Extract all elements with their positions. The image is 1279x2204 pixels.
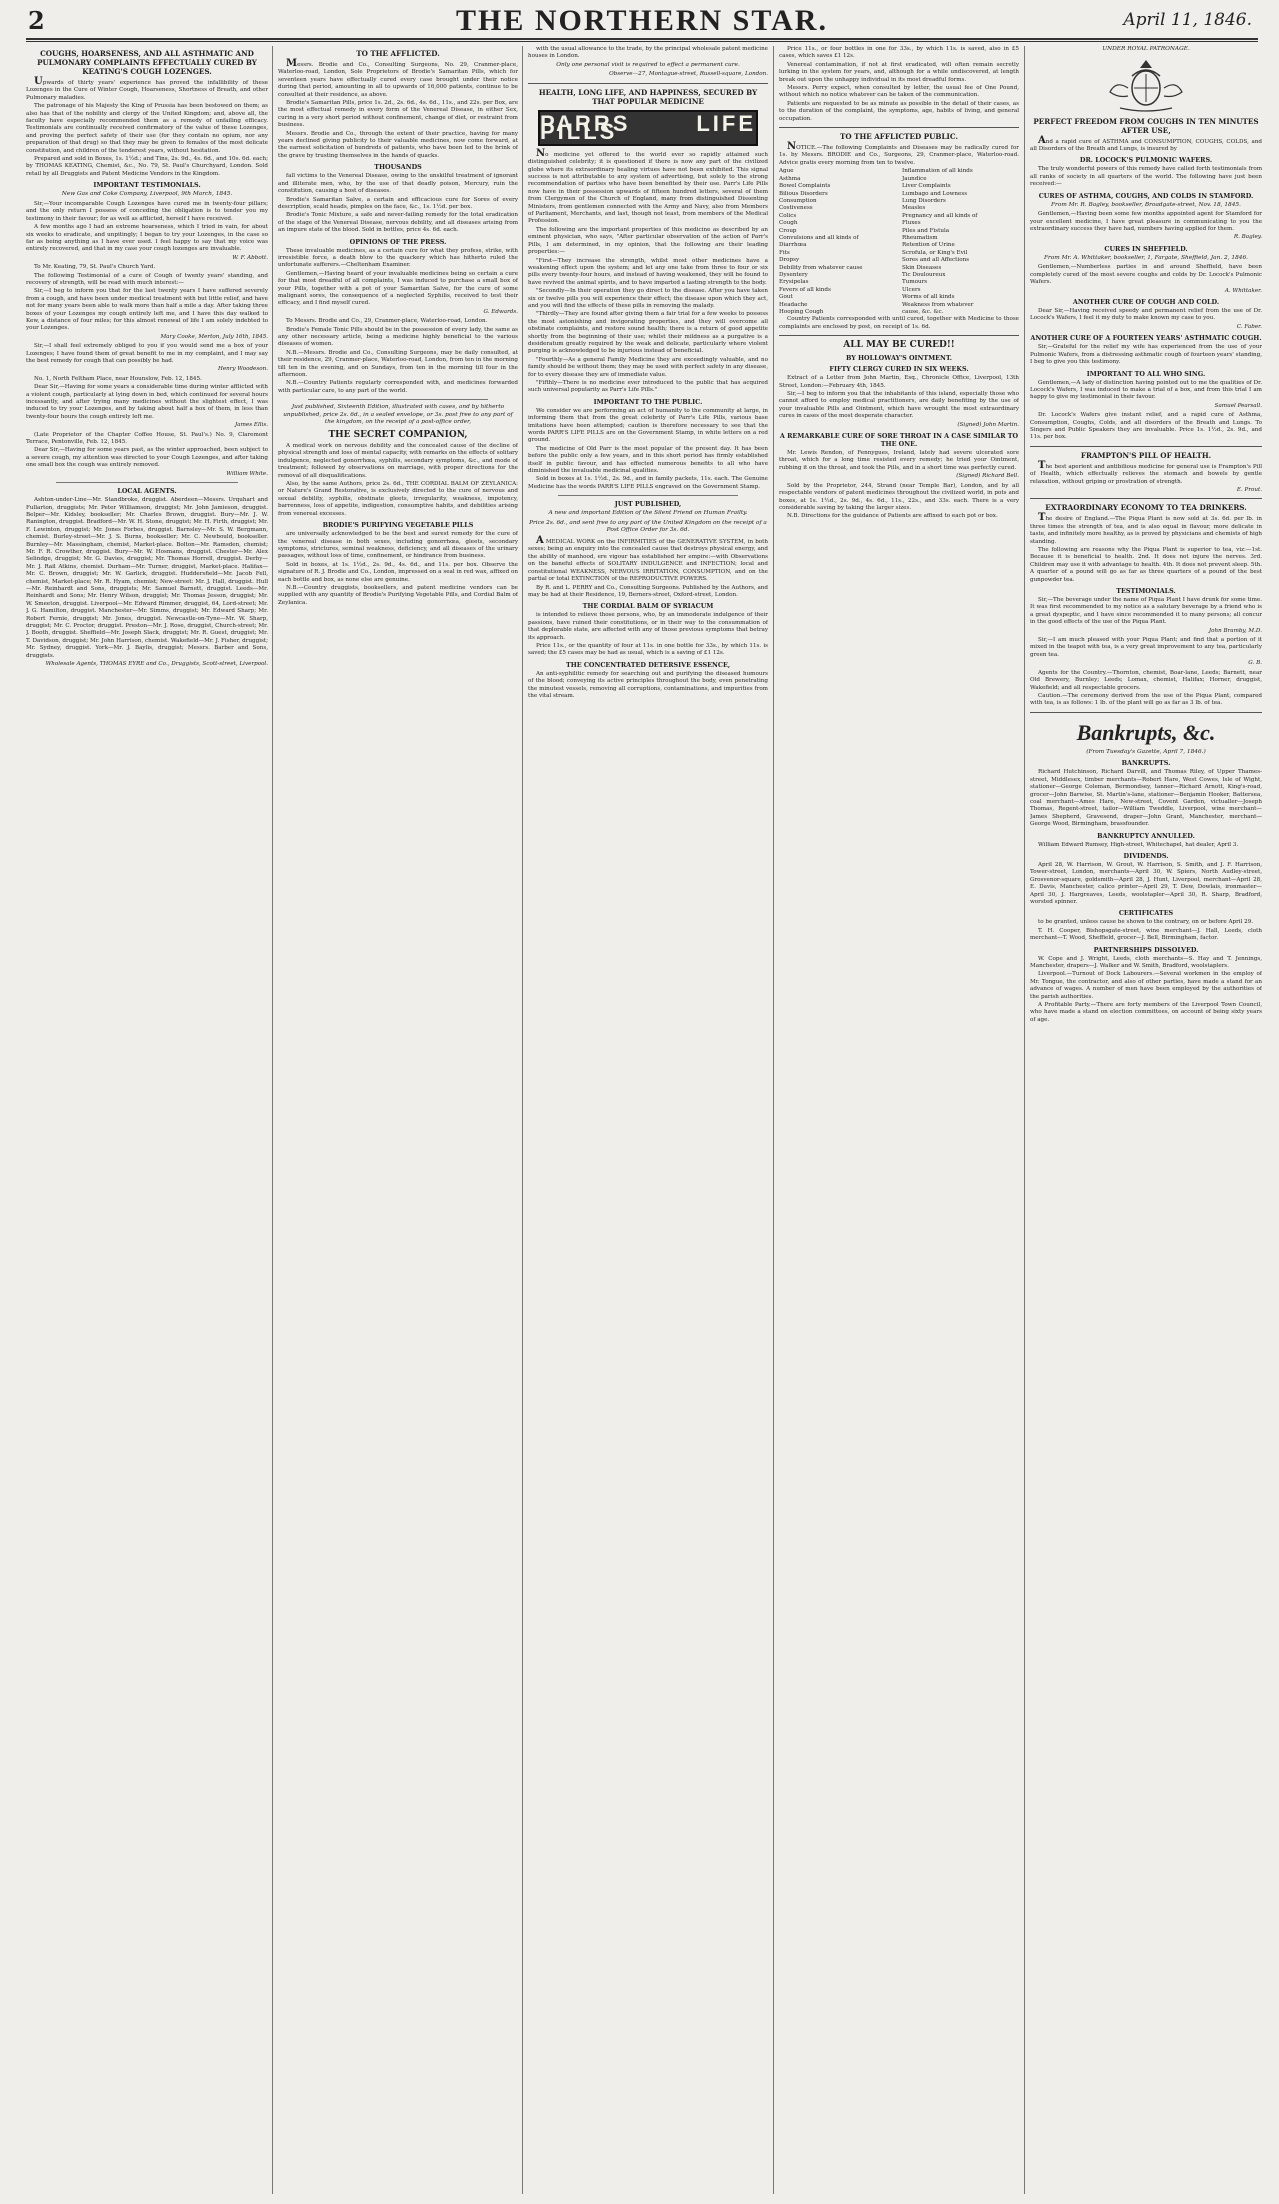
paragraph: NOTICE.—The following Complaints and Diseases may be radically cured for 1s. by Messrs. BRODIE and Co., Surgeons, 29, Cranmer-place, Waterloo-road. Advice gratis every morning from ten to twelve. — [779, 141, 1019, 166]
separator — [528, 83, 768, 84]
paragraph: Country Patients corresponded with until cured, together with Medicine to those complaints are enclosed by post, on receipt of 1s. 6d. — [779, 316, 1019, 330]
paragraph: The following Testimonial of a cure of Cough of twenty years' standing, and recovery of strength, will be read with much interest:— — [26, 272, 268, 286]
paragraph: The following are reasons why the Piqua Plant is superior to tea, viz:—1st. Because it is beneficial to health. 2nd. It does not injure the nerves. 3rd. Children may use it with advantage to health. 4th. It does not prevent sleep. 5th. A quarter of a pound will go as far as three quarters of a pound of the best gunpowder tea. — [1030, 547, 1262, 583]
paragraph: with the usual allowance to the trade, by the principal wholesale patent medicine houses in London. — [528, 46, 768, 60]
signature: James Ellis. — [235, 422, 268, 429]
section-heading: ANOTHER CURE OF A FOURTEEN YEARS' ASTHMATIC COUGH. — [1030, 334, 1262, 343]
newspaper-title: THE NORTHERN STAR. — [456, 4, 828, 37]
signature: G. Edwards. — [483, 308, 518, 315]
paragraph: Sold by the Proprietor, 244, Strand (near Temple Bar), London, and by all respectable vendors of patent medicines throughout the civilized world, in pots and boxes, at 1s. 1½d., 2s. 9d., 4s. 6d., 11s., 22s., and 33s. each. There is a very considerable saving by taking the larger sizes. — [779, 482, 1019, 511]
paragraph: The truly wonderful powers of this remedy have called forth testimonials from all ranks of society in all quarters of the world. The following have just been received:— — [1030, 166, 1262, 188]
complaint-item: cause, &c. &c. — [902, 309, 944, 315]
paragraph: Brodie's Samaritan Salve, a certain and efficacious cure for Sores of every description, scald heads, pimples on the face, &c., 1s. 1½d. per box. — [278, 196, 518, 210]
royal-crest-icon — [1100, 58, 1192, 114]
signature: G. B. — [1248, 660, 1262, 667]
complaint-item: Convulsions and all kinds of — [779, 234, 859, 241]
section-heading: PARTNERSHIPS DISSOLVED. — [1093, 945, 1199, 954]
complaint-item: Dysentery — [779, 271, 808, 278]
complaint-item: Fits — [779, 249, 790, 256]
complaint-item: Fluxes — [902, 220, 921, 227]
paragraph: W. Cope and J. Wright, Leeds, cloth merchants—S. Hay and T. Jennings, Manchester, drapers—J. Walker and W. Smith, Bradford, woolstaplers. — [1030, 955, 1262, 970]
section-heading: THE CONCENTRATED DETERSIVE ESSENCE, — [565, 660, 731, 669]
paragraph: No medicine yet offered to the world ever so rapidly attained such distinguished celebrity; it is questioned if there is now any part of the civilized globe where its extraordinary healing virtues have not been exhibited. This signal success is not attributable to any system of advertising, but solely to the strong recommendation of parties who have been benefited by their use. Parr's Life Pills now have in their possession upwards of fifteen hundred letters, several of them from Clergymen of the Church of England, many from distinguished Dissenting Ministers, from gentlemen connected with the Army and Navy, also from Members of Parliament, Merchants, and last, though not least, from members of the Medical Profession. — [528, 147, 768, 225]
paragraph: Gentlemen,—A lady of distinction having pointed out to me the qualities of Dr. Locock's Wafers, I was induced to make a trial of a box, and from this trial I am happy to give my testimonial in their favour. — [1030, 379, 1262, 401]
complaint-item: Scrofula, or King's Evil — [902, 249, 968, 256]
section-heading: IMPORTANT TESTIMONIALS. — [93, 181, 201, 190]
section-heading: BY HOLLOWAY'S OINTMENT. — [845, 354, 953, 363]
subheading: Price 2s. 6d., and sent free to any part of the United Kingdom on the receipt of a Post Office Order for 3s. 6d. — [529, 519, 767, 534]
signature: Henry Woodeson. — [217, 366, 268, 373]
paragraph: We consider we are performing an act of humanity to the community at large, in informing them that from the great celebrity of Parr's Life Pills, various base imitations have been attempted; caution is therefore necessary to see that the words PARR'S LIFE PILLS are on the Government Stamp, in white letters on a red ground. — [528, 407, 768, 444]
paragraph: "Fifthly—There is no medicine ever introduced to the public that has acquired such universal popularity as Parr's Life Pills." — [528, 380, 768, 394]
paragraph: To Messrs. Brodie and Co., 29, Cranmer-place, Waterloo-road, London. — [286, 318, 488, 325]
paragraph: The following are the important properties of this medicine as described by an eminent physician, who says, "After particular observation of the action of Parr's Pills, I am determined, in my opinion, that the following are their leading properties:— — [528, 226, 768, 256]
paragraph: Prepared and sold in Boxes, 1s. 1½d.; and Tins, 2s. 9d., 4s. 6d., and 10s. 6d. each; by THOMAS KEATING, Chemist, &c., No. 79, St. Paul's Churchyard, London. Sold retail by all Druggists and Patent Medicine Vendors in the Kingdom. — [26, 156, 268, 177]
column-divider — [522, 46, 523, 2194]
paragraph: An anti-syphilitic remedy for searching out and purifying the diseased humours of the blood; conveying its active principles throughout the body, even penetrating the minutest vessels, removing all corruptions, contaminations, and impurities from the vital stream. — [528, 670, 768, 699]
paragraph: Extract of a Letter from John Martin, Esq., Chronicle Office, Liverpool, 13th Street, London:—February 4th, 1845. — [779, 375, 1019, 389]
page-number: 2 — [28, 6, 45, 35]
section-heading: THOUSANDS — [374, 163, 422, 172]
subheading: Only one personal visit is required to effect a permanent cure. — [556, 61, 740, 68]
subheading: A new and important Edition of the Silent Friend on Human Frailty. — [548, 510, 748, 517]
paragraph: Gentlemen,—Numberless parties in and around Sheffield, have been completely cured of the most severe coughs and colds by Dr. Locock's Pulmonic Wafers. — [1030, 264, 1262, 286]
signature: C. Faber. — [1236, 323, 1262, 330]
paragraph: No. 1, North Feltham Place, near Hounslow, Feb. 12, 1845. — [34, 375, 202, 382]
complaint-item: Worms of all kinds — [902, 294, 955, 301]
column-4 — [779, 46, 1019, 2196]
complaint-item: Rheumatism — [902, 234, 938, 241]
section-heading: FIFTY CLERGY CURED IN SIX WEEKS. — [829, 365, 969, 374]
paragraph: The medicine of Old Parr is the most popular of the present day. It has been before the public only a few years, and in this short period has firmly established itself in public favour, and has effected numerous benefits to all who have diminished the invaluable medicinal qualities. — [528, 445, 768, 475]
section-heading: OPINIONS OF THE PRESS. — [349, 237, 447, 246]
section-heading: BANKRUPTS. — [1121, 759, 1171, 768]
paragraph: A medical work on nervous debility and the concealed cause of the decline of physical strength and loss of mental capacity, with remarks on the effects of solitary indulgence, neglected gonorrhœa, syphilis, secondary symptoms, &c., and mode of treatment; followed by observations on marriage, with proper directions for the removal of all disqualifications. — [278, 443, 518, 479]
complaint-item: Jaundice — [902, 175, 927, 182]
complaint-item: Retention of Urine — [902, 242, 955, 249]
complaint-item: Costiveness — [779, 205, 813, 212]
paragraph: Brodie's Tonic Mixture, a safe and never-failing remedy for the total eradication of the stage of the Venereal Disease, nervous debility, and all diseases arising from an impure state of the blood. Sold in bottles, price 4s. 6d. each. — [278, 212, 518, 234]
paragraph: Dear Sir,—Having for some years a considerable time during winter afflicted with a violent cough, particularly at lying down in bed, which continued for several hours incessantly, and after trying many medicines without the slightest effect, I was induced to try your Lozenges, and by taking about half a box of them, in less than twenty-four hours the cough entirely left me. — [26, 384, 268, 420]
paragraph: Sir,—I am much pleased with your Piqua Plant; and find that a portion of it mixed in the teapot with tea, is a very great improvement to any tea, particularly green tea. — [1030, 637, 1262, 658]
separator — [558, 495, 738, 496]
ad-heading-parrs: HEALTH, LONG LIFE, AND HAPPINESS, SECURED BY THAT POPULAR MEDICINE — [538, 87, 758, 106]
paragraph: Gentlemen,—Having heard of your invaluable medicines being so certain a cure for that most dreadful of all complaints, I was induced to purchase a small box of your Pills, together with a pot of your Samaritan Salve, for the cure of some malignant sores, the consequence of a neglected Syphilis, received to test their efficacy, and I find myself cured. — [278, 270, 518, 307]
complaint-item: Ague — [779, 168, 794, 175]
section-heading: ANOTHER CURE OF COUGH AND COLD. — [1072, 298, 1220, 307]
subheading: (From Tuesday's Gazette, April 7, 1846.) — [1086, 748, 1206, 755]
complaint-item: Hooping Cough — [779, 309, 824, 315]
paragraph: These invaluable medicines, as a certain cure for what they profess, strike, with irresistible force, a death blow to the quackery which has hitherto ruled the unfortunate sufferers.—Cheltenham Examiner. — [278, 247, 518, 269]
paragraph: Richard Hutchinson, Richard Darvill, and Thomas Riley, of Upper Thames-street, Middlesex, timber merchants—Robert Hare, West Cowes, Isle of Wight, stationer—George Coleman, Bermondsey, tanner—Richard Arnott, King's-road, grocer—John Barwise, St. Martin's-lane, stationer—Benjamin Hooker, Battersea, coal merchant—Ames Hare, New-street, Covent Garden, victualler—Joseph Thomas, Regent-street, tailor—William Tweddle, Liverpool, wine merchant—James Shepherd, Gravesend, draper—John Grant, Manchester, merchant—George Wood, Birmingham, brassfounder. — [1030, 769, 1262, 828]
complaint-item: Weakness from whatever — [902, 301, 974, 308]
bankrupts-title: Bankrupts, &c. — [1076, 719, 1216, 745]
paragraph: By R. and L. PERRY and Co., Consulting Surgeons. Published by the Authors, and may be had at their Residence, 19, Berners-street, Oxford-street, London. — [528, 584, 768, 598]
complaint-item: Piles and Fistula — [902, 227, 950, 234]
section-heading: IMPORTANT TO ALL WHO SING. — [1086, 369, 1206, 378]
complaint-item: Asthma — [779, 175, 801, 182]
paragraph: Sir,—The beverage under the name of Piqua Plant I have drunk for some time. It was first recommended to my notice as a salutary beverage by a friend who is a great dyspeptic, and I have since recommended it to many persons; all concur in the good effects of the use of the Piqua Plant. — [1030, 597, 1262, 626]
paragraph: A few months ago I had an extreme hoarseness, which I tried in vain, for about six weeks to eradicate, and unpitingly; I began to try your Lozenges, in the case so far as being anything as I have ever used. I feel happy to say that my voice was entirely recovered, and that in my case your cough lozenges are invaluable. — [26, 224, 268, 253]
signature: Observe—27, Montague-street, Russell-square, London. — [609, 71, 768, 78]
paragraph: are universally acknowledged to be the best and surest remedy for the cure of the venereal disease in both sexes, including gonorrhœa, gleets, secondary symptoms, strictures, seminal weakness, deficiency, and all diseases of the urinary passages, without loss of time, confinement, or hindrance from business. — [278, 531, 518, 560]
paragraph: is intended to relieve those persons, who, by an immoderate indulgence of their passions, have ruined their constitutions, or in their way to the consummation of that deplorable state, are affected with any of those previous symptoms that betray its approach. — [528, 612, 768, 641]
paragraph: A Profitable Party.—There are forty members of the Liverpool Town Council, who have made a stand on election committees, on account of being sixty years of age. — [1030, 1002, 1262, 1023]
ad-heading-locock: PERFECT FREEDOM FROM COUGHS IN TEN MINUTES AFTER USE, — [1033, 116, 1259, 135]
complaint-item: Colics — [779, 212, 797, 219]
signature: R. Bagley. — [1233, 234, 1262, 241]
complaint-item: Skin Diseases — [902, 264, 942, 271]
paragraph: T. H. Cooper, Bishopsgate-street, wine merchant—J. Hall, Leeds, cloth merchant—T. Wood, Sheffield, grocer—J. Bell, Birmingham, factor. — [1030, 927, 1262, 942]
paragraph: Liverpool.—Turnout of Dock Labourers.—Several workmen in the employ of Mr. Tongue, the contractor, and also of other parties, have made a stand for an advance of wages. A number of men have been employed by the authorities of the parish authorities. — [1030, 971, 1262, 1000]
paragraph: Sir,—I shall feel extremely obliged to you if you would send me a box of your Lozenges; I have found them of great benefit to me in my complaint, and I may say the best remedy for cough that can possibly be had. — [26, 343, 268, 364]
paragraph: Messrs. Brodie and Co., Consulting Surgeons, No. 29, Cranmer-place, Waterloo-road, London, Sole Proprietors of Brodie's Samaritan Pills, which for seventeen years have effectually cured every case brought under their notice during that period, amounting in all to upwards of 16,000 patients, continue to be consulted at their residence, as above. — [278, 58, 518, 98]
column-5 — [1030, 46, 1262, 2196]
issue-date: April 11, 1846. — [1123, 10, 1252, 30]
complaint-item: Headache — [779, 301, 808, 308]
ad-heading-keating: COUGHS, HOARSENESS, AND ALL ASTHMATIC AND PULMONARY COMPLAINTS EFFECTUALLY CURED BY KEATING'S COUGH LOZENGES. — [37, 49, 257, 76]
column-2 — [278, 46, 518, 2196]
paragraph: Sold in boxes, at 1s. 1½d., 2s. 9d., 4s. 6d., and 11s. per box. Observe the signature of R. J. Brodie and Co., London, impressed on a seal in red wax, affixed on each bottle and box, as none else are genuine. — [278, 561, 518, 583]
paragraph: And a rapid cure of ASTHMA and CONSUMPTION, COUGHS, COLDS, and all Disorders of the Breath and Lungs, is insured by — [1030, 134, 1262, 152]
signature: Wholesale Agents, THOMAS EYRE and Co., Druggists, Scott-street, Liverpool. — [45, 661, 268, 668]
paragraph: fall victims to the Venereal Disease, owing to the unskilful treatment of ignorant and illiterate men, who, by the use of that deadly poison, Mercury, ruin the constitution, causing a host of diseases. — [278, 173, 518, 195]
paragraph: Price 11s., or the quantity of four at 11s. in one bottle for 33s., by which 11s. is saved; the £5 cases may be had as usual, which is a saving of £1 12s. — [528, 642, 768, 657]
complaint-item: Erysipelas — [779, 279, 809, 286]
complaint-item: Measles — [902, 205, 926, 212]
complaint-item: Dropsy — [779, 257, 800, 264]
signature: Samuel Pearsall. — [1214, 402, 1262, 409]
section-heading: CURES OF ASTHMA, COUGHS, AND COLDS IN STAMFORD. — [1038, 191, 1254, 200]
paragraph: Dear Sir,—Having received speedy and permanent relief from the use of Dr. Locock's Wafers, I feel it my duty to make known my case to you. — [1030, 308, 1262, 322]
royal-patronage: UNDER ROYAL PATRONAGE. — [1102, 46, 1190, 52]
complaint-item: Tumours — [902, 279, 928, 286]
complaint-item: Diarrhœa — [779, 242, 807, 249]
masthead-rule-thin — [26, 41, 1258, 42]
paragraph: Also, by the same Authors, price 2s. 6d., THE CORDIAL BALM OF ZEYLANICA: or Nature's Grand Restorative, is exclusively directed to the cure of nervous and sexual debility, syphilis, obstinate gleets, irregularity, weakness, impotency, barrenness, loss of appetite, indigestion, consumptive habits, and debilities arising from venereal excesses. — [278, 481, 518, 517]
subheading: New Gas and Coke Company, Liverpool, 9th March, 1845. — [61, 191, 233, 198]
section-heading: A REMARKABLE CURE OF SORE THROAT IN A CASE SIMILAR TO THE ONE. — [779, 432, 1019, 449]
separator — [1030, 498, 1262, 499]
section-heading: DIVIDENDS. — [1123, 851, 1169, 860]
paragraph: Upwards of thirty years' experience has proved the infallibility of these Lozenges in the Cure of Winter Cough, Hoarseness, Shortness of Breath, and other Pulmonary maladies. — [26, 76, 268, 101]
masthead — [26, 4, 1258, 38]
complaint-item: Pregnancy and all kinds of — [902, 212, 978, 219]
section-heading: TESTIMONIALS. — [1116, 587, 1176, 596]
paragraph: To Mr. Keating, 79, St. Paul's Church Yard. — [34, 264, 156, 271]
paragraph: Caution.—The ceremony derived from the use of the Piqua Plant, compared with tea, is as follows: 1 lb. of the plant will go as far as 3 lb. of tea. — [1030, 692, 1262, 707]
separator — [308, 399, 488, 400]
complaint-item: Inflammation of all kinds — [902, 168, 973, 175]
complaint-item: Consumption — [779, 197, 817, 204]
column-1 — [26, 46, 268, 2196]
paragraph: Sir,—Your incomparable Cough Lozenges have cured me in twenty-four pillars; and the only return I possess of conceding the obligation is to tender you my testimony in their favour; for as well as afflicted, herself I have received. — [26, 200, 268, 222]
signature: William White. — [226, 470, 268, 477]
paragraph: N.B.—Country druggists, booksellers, and patent medicine vendors can be supplied with any quantity of Brodie's Purifying Vegetable Pills, and Cordial Balm of Zeylanica. — [278, 584, 518, 606]
ad-heading-holloway: ALL MAY BE CURED!! — [843, 340, 955, 351]
paragraph: Venereal contamination, if not at first eradicated, will often remain secretly lurking in the system for years, and, although for a while undiscovered, at length break out upon the unhappy individual in its most dreadful forms. — [779, 61, 1019, 83]
complaints-list — [779, 168, 1019, 316]
paragraph: Price 11s., or four bottles in one for 33s., by which 11s. is saved, also in £5 cases, which saves £1 12s. — [779, 46, 1019, 60]
paragraph: N.B.—Country Patients regularly corresponded with, and medicines forwarded with particular care, to any part of the world. — [278, 380, 518, 394]
separator — [1030, 446, 1262, 447]
paragraph: Dear Sir,—Having for some years past, as the winter approached, been subject to a severe cough, my attention was directed to your Cough Lozenges, and after taking one small box the cough was entirely removed. — [26, 447, 268, 469]
complaint-item: Tic Douloureux — [902, 271, 946, 278]
paragraph: The patronage of his Majesty the King of Prussia has been bestowed on them; as also has that of the nobility and clergy of the United Kingdom; and, above all, the faculty have especially recommended them as a remedy of unfailing efficacy. Testimonials are continually received confirmatory of the value of these Lozenges, and proving the perfect safety of their use (for they contain no opium, nor any preparation of that drug) so that they may be given to females of the most delicate constitution, and children of the tenderest years, without hesitation. — [26, 103, 268, 154]
signature: John Bramby, M.D. — [1208, 627, 1262, 634]
paragraph: "Fourthly—As a general Family Medicine they are exceedingly valuable, and no family should be without them; they may be used with perfect safety in any disease, for to every disease they are of immediate value. — [528, 356, 768, 378]
signature: W. F. Abbott. — [232, 254, 268, 261]
paragraph: The best aperient and antibilious medicine for general use is Frampton's Pill of Health, which effectually relieves the stomach and bowels by gentle relaxation, without griping or prostration of strength. — [1030, 459, 1262, 485]
section-heading: CURES IN SHEFFIELD. — [1104, 244, 1188, 253]
column-divider — [1024, 46, 1025, 2194]
paragraph: William Edward Rumsey, High-street, Whitechapel, hat dealer, April 3. — [1038, 841, 1239, 848]
separator — [56, 482, 238, 483]
separator — [1030, 712, 1262, 713]
parrs-life-pills-banner: PARRS LIFE PILLS — [540, 111, 756, 144]
subheading: Just published, Sixteenth Edition, illustrated with cases, and by hitherto unpublished, price 2s. 6d., in a sealed envelope, or 3s. post free to any part of the kingdom, on the receipt of a post-office order, — [283, 404, 513, 426]
section-heading: BANKRUPTCY ANNULLED. — [1097, 831, 1195, 840]
paragraph: N.B.—Messrs. Brodie and Co., Consulting Surgeons, may be daily consulted, at their residence, 29, Cranmer-place, Waterloo-road, London, from ten in the morning till ten in the evening, and on Sundays, from ten in the morning till four in the afternoon. — [278, 349, 518, 379]
signature: (Signed) John Martin. — [957, 421, 1019, 428]
column-3 — [528, 46, 768, 2196]
paragraph: "Secondly—In their operation they go direct to the disease. After you have taken six or twelve pills you will experience their effect; the disease upon which they act, and you will find the effects of these pills in removing the malady. — [528, 288, 768, 309]
paragraph: N.B. Directions for the guidance of Patients are affixed to each pot or box. — [787, 513, 998, 520]
paragraph: Sir,—I beg to inform you that the inhabitants of this island, especially those who cannot afford to employ medical practitioners, are daily benefiting by the use of your invaluable Pills and Ointment, which have wrought the most extraordinary cures in cases of the most desperate character. — [779, 391, 1019, 420]
paragraph: "Thirdly—They are found after giving them a fair trial for a few weeks to possess the most astonishing and invigorating properties, and they will overcome all obstinate complaints, and restore sound health; there is a return of good appetite shortly from the beginning of their use; whilst their mildness as a purgative is a desideratum greatly required by the weak and delicate, particularly where violent purging is acknowledged to be injurious instead of beneficial. — [528, 311, 768, 355]
complaint-item: Liver Complaints — [902, 183, 951, 190]
column-divider — [773, 46, 774, 2194]
separator — [779, 335, 1019, 336]
complaint-item: Sores and all Affections — [902, 257, 970, 264]
section-heading: BRODIE'S PURIFYING VEGETABLE PILLS — [322, 521, 474, 530]
complaint-item: Cough — [779, 220, 798, 227]
complaint-item: Croup — [779, 227, 797, 234]
book-title-secret-companion: THE SECRET COMPANION, — [328, 430, 468, 441]
separator — [779, 127, 1019, 128]
complaint-item: Bowel Complaints — [779, 183, 831, 190]
section-heading: CERTIFICATES — [1118, 909, 1174, 918]
subheading: From Mr. A. Whittaker, bookseller, 1, Fargate, Sheffield, Jan. 2, 1846. — [1043, 254, 1249, 261]
paragraph: Agents for the Country.—Thornton, chemist, Boar-lane, Leeds; Barnett, near Old Brewery, Burnley; Leeds; Lomax, chemist, Halifax; Horner, druggist, Wakefield; and all respectable grocers. — [1030, 669, 1262, 691]
paragraph: "First—They increase the strength, whilst most other medicines have a weakening effect upon the system; and let any one take from three to four or six pills every twenty-four hours, and instead of having weakened, they will be found to have revived the animal spirits, and to have imparted a lasting strength to the body. — [528, 257, 768, 286]
paragraph: Messrs. Brodie and Co., through the extent of their practice, having for many years declined giving publicity to their valuable medicines, now come forward, at the earnest solicitation of hundreds of patients, who have been led to the brink of the grave by trusting themselves in the hands of quacks. — [278, 130, 518, 159]
subheading: From Mr. R. Bagley, bookseller, Broadgate-street, Nov. 18, 1845. — [1051, 201, 1241, 208]
paragraph: Mr. Lewis Rendon, of Fennygues, Ireland, lately had severe ulcerated sore throat, which for a long time resisted every remedy; he tried your Ointment, rubbing it on the throat, and took the Pills, and in a short time was perfectly cured. — [779, 450, 1019, 471]
section-heading: THE CORDIAL BALM OF SYRIACUM — [582, 602, 714, 611]
complaint-item: Bilious Disorders — [779, 190, 828, 197]
ad-heading-afflicted: TO THE AFFLICTED. — [356, 49, 440, 58]
paragraph: The desire of England.—The Piqua Plant is now sold at 3s. 6d. per lb. in three times the strength of tea, and is also equal in flavour, more delicate in taste, and infinitely more healthy, as is proved by physicians and chemists of high standing. — [1030, 512, 1262, 545]
paragraph: Brodie's Female Tonic Pills should be in the possession of every lady, the same as any other necessary article, being a medicine highly beneficial to the various diseases of women. — [278, 326, 518, 348]
paragraph: (Late Proprietor of the Chapter Coffee House, St. Paul's.) No. 9, Claremont Terrace, Pentonville, Feb. 12, 1845. — [26, 431, 268, 446]
complaint-item: Debility from whatever cause — [779, 264, 863, 271]
paragraph: A MEDICAL WORK on the INFIRMITIES of the GENERATIVE SYSTEM, in both sexes; being an enquiry into the concealed cause that destroys physical energy, and the ability of manhood, ere vigour has established her empire:—with Observations on the baneful effects of SOLITARY INDULGENCE and INFECTION; local and constitutional WEAKNESS, NERVOUS IRRITATION, CONSUMPTION, and on the partial or total EXTINCTION of the REPRODUCTIVE POWERS. — [528, 535, 768, 583]
paragraph: Brodie's Samaritan Pills, price 1s. 2d., 2s. 6d., 4s. 6d., 11s., and 22s. per Box, are the most effectual remedy in every form of the Venereal Disease, in either Sex, curing in a very short period without confinement, change of diet, or restraint from business. — [278, 100, 518, 129]
paragraph: Sir,—Grateful for the relief my wife has experienced from the use of your Pulmonic Wafers, from a distressing asthmatic cough of fourteen years' standing, I beg to give you this testimony. — [1030, 344, 1262, 366]
section-heading: IMPORTANT TO THE PUBLIC. — [593, 397, 703, 406]
complaint-item: Ulcers — [902, 286, 921, 293]
section-heading: LOCAL AGENTS. — [117, 487, 177, 496]
paragraph: Messrs. Perry expect, when consulted by letter, the usual fee of One Pound, without which no notice whatever can be taken of the communication. — [779, 85, 1019, 99]
section-heading: JUST PUBLISHED, — [614, 500, 682, 509]
complaint-item: Gout — [779, 294, 793, 301]
signature: Mary Cooke, Merton, July 16th, 1845. — [160, 333, 268, 340]
complaint-item: Lumbago and Lowness — [902, 190, 968, 197]
signature: (Signed) Richard Bell. — [956, 473, 1019, 480]
ad-heading-piqua: EXTRAORDINARY ECONOMY TO TEA DRINKERS. — [1045, 503, 1247, 513]
signature: A. Whittaker. — [1224, 287, 1262, 294]
paragraph: Sold in boxes at 1s. 1½d., 2s. 9d., and in family packets, 11s. each. The Genuine Medicine has the words PARR'S LIFE PILLS engraved on the Government Stamp. — [528, 476, 768, 490]
paragraph: Gentlemen,—Having been some few months appointed agent for Stamford for your excellent medicine, I have great pleasure in communicating to you the extraordinary success they have had, numbers having applied for them. — [1030, 211, 1262, 233]
complaint-item: Lung Disorders — [902, 197, 946, 204]
agents-list: Ashton-under-Line—Mr. Standbroke, druggist. Aberdeen—Messrs. Urquhart and Fullarton, druggists; Mr. Peter Williamson, druggist; Mr. John Jamieson, druggist. Belper—Mr. Kidsley, bookseller; Mr. Charles Brown, druggist. Bury—Mr. J. W. Ranington, druggist. Bradford—Mr. W. H. Stone, druggist; Mr. H. Firth, druggist; Mr. F. Lewinton, druggist; Mr. Jones Forbes, druggist. Barnsley—Mr. S. W. Bergmann, chemist. Burley-street—Mr. J. S. Burns, bookseller; Mr. C. Newbould, bookseller. Burnley—Mr. Massingham, chemist, Market-place. Bolton—Mr. Ramsden, chemist; Mr. F. R. Crowther, druggist. Bury—Mr. W. Hosmans, druggist. Chester—Mr. Alex Selindge, druggist; Mr. G. Davies, druggist; Mr. Thomas Horrell, druggist. Derby—Mr. J. Rail Atkins, chemist. Durham—Mr. Turner, druggist, Market-place. Halifax—Mr. C. Brown, druggist; Mr. W. Garlick, druggist. Huddersfield—Mr. Jacob Fell, chemist, Market-place; Mr. R. Hyam, chemist; New-street: Mr. J. Hall, druggist. Hull—Mr. Reinhardt and Sons, druggists; Mr. Samuel Barnett, druggist. Leeds—Mr. Reinhardt and Sons; Mr. Henry Wilson, druggist; Mr. Thomas Jesson, druggist; Mr. W. Smeeton, druggist. Liverpool—Mr. Edward Rimmer, druggist, 64, Lord-street; Mr. J. G. Hamilton, druggist. Manchester—Mr. Simms, druggist; Mr. Edward Sharp; Mr. Robert Fernie, druggist; Mr. Jones, druggist. Newcastle-on-Tyne—Mr. W. Sharp, druggist; Mr. C. Proctor, druggist. Preston—Mr. J. Rose, druggist, Church-street; Mr. J. Booth, druggist. Sheffield—Mr. Joseph Slack, druggist; Mr. R. Guest, druggist; Mr. T. Davidson, druggist; Mr. John Harrison, chemist. Wakefield—Mr. J. Fisher, druggist; Mr. Sydney, druggist. York—Mr. J. Baylis, druggist; Messrs. Barber and Sons, druggists. — [26, 497, 268, 659]
masthead-rule — [26, 38, 1258, 40]
paragraph: Sir,—I beg to inform you that for the last twenty years I have suffered severely from a cough, and have been under medical treatment with but little relief, and have not for many years been able to walk more than half a mile a day. After taking three boxes of your Lozenges my cough entirely left me, and I have this day walked to Kew, a distance of four miles; for this almost renewal of life I am solely indebted to your Lozenges. — [26, 288, 268, 332]
paragraph: Patients are requested to be as minute as possible in the detail of their cases, as to the duration of the complaint, the symptoms, age, habits of living, and general occupation. — [779, 100, 1019, 122]
paragraph: April 28, W. Harrison, W. Grout, W. Harrison, S. Smith, and J. F. Harrison, Tower-street, London, merchants—April 30, W. Spiers, North Audley-street, Grosvenor-square, goldsmith—April 28, J. Hunt, Liverpool, merchant—April 28, E. Davis, Manchester, calico printer—April 29, T. Dew, Dowlais, ironmaster—April 30, J. Hargreaves, Leeds, woolstapler—April 30, R. Sharp, Bradford, worsted spinner. — [1030, 861, 1262, 905]
section-heading: DR. LOCOCK'S PULMONIC WAFERS. — [1079, 156, 1213, 165]
paragraph: Dr. Locock's Wafers give instant relief, and a rapid cure of Asthma, Consumption, Coughs, Colds, and all disorders of the Breath and Lungs. To Singers and Public Speakers they are invaluable. Price 1s. 1½d., 2s. 9d., and 11s. per box. — [1030, 412, 1262, 441]
ad-heading-frampton: FRAMPTON'S PILL OF HEALTH. — [1080, 450, 1212, 460]
complaint-item: Fevers of all kinds — [779, 286, 831, 293]
column-divider — [272, 46, 273, 2194]
signature: E. Prout. — [1236, 486, 1262, 493]
ad-heading-afflicted-public: TO THE AFFLICTED PUBLIC. — [840, 132, 958, 142]
paragraph: to be granted, unless cause be shown to the contrary, on or before April 29. — [1038, 919, 1254, 926]
